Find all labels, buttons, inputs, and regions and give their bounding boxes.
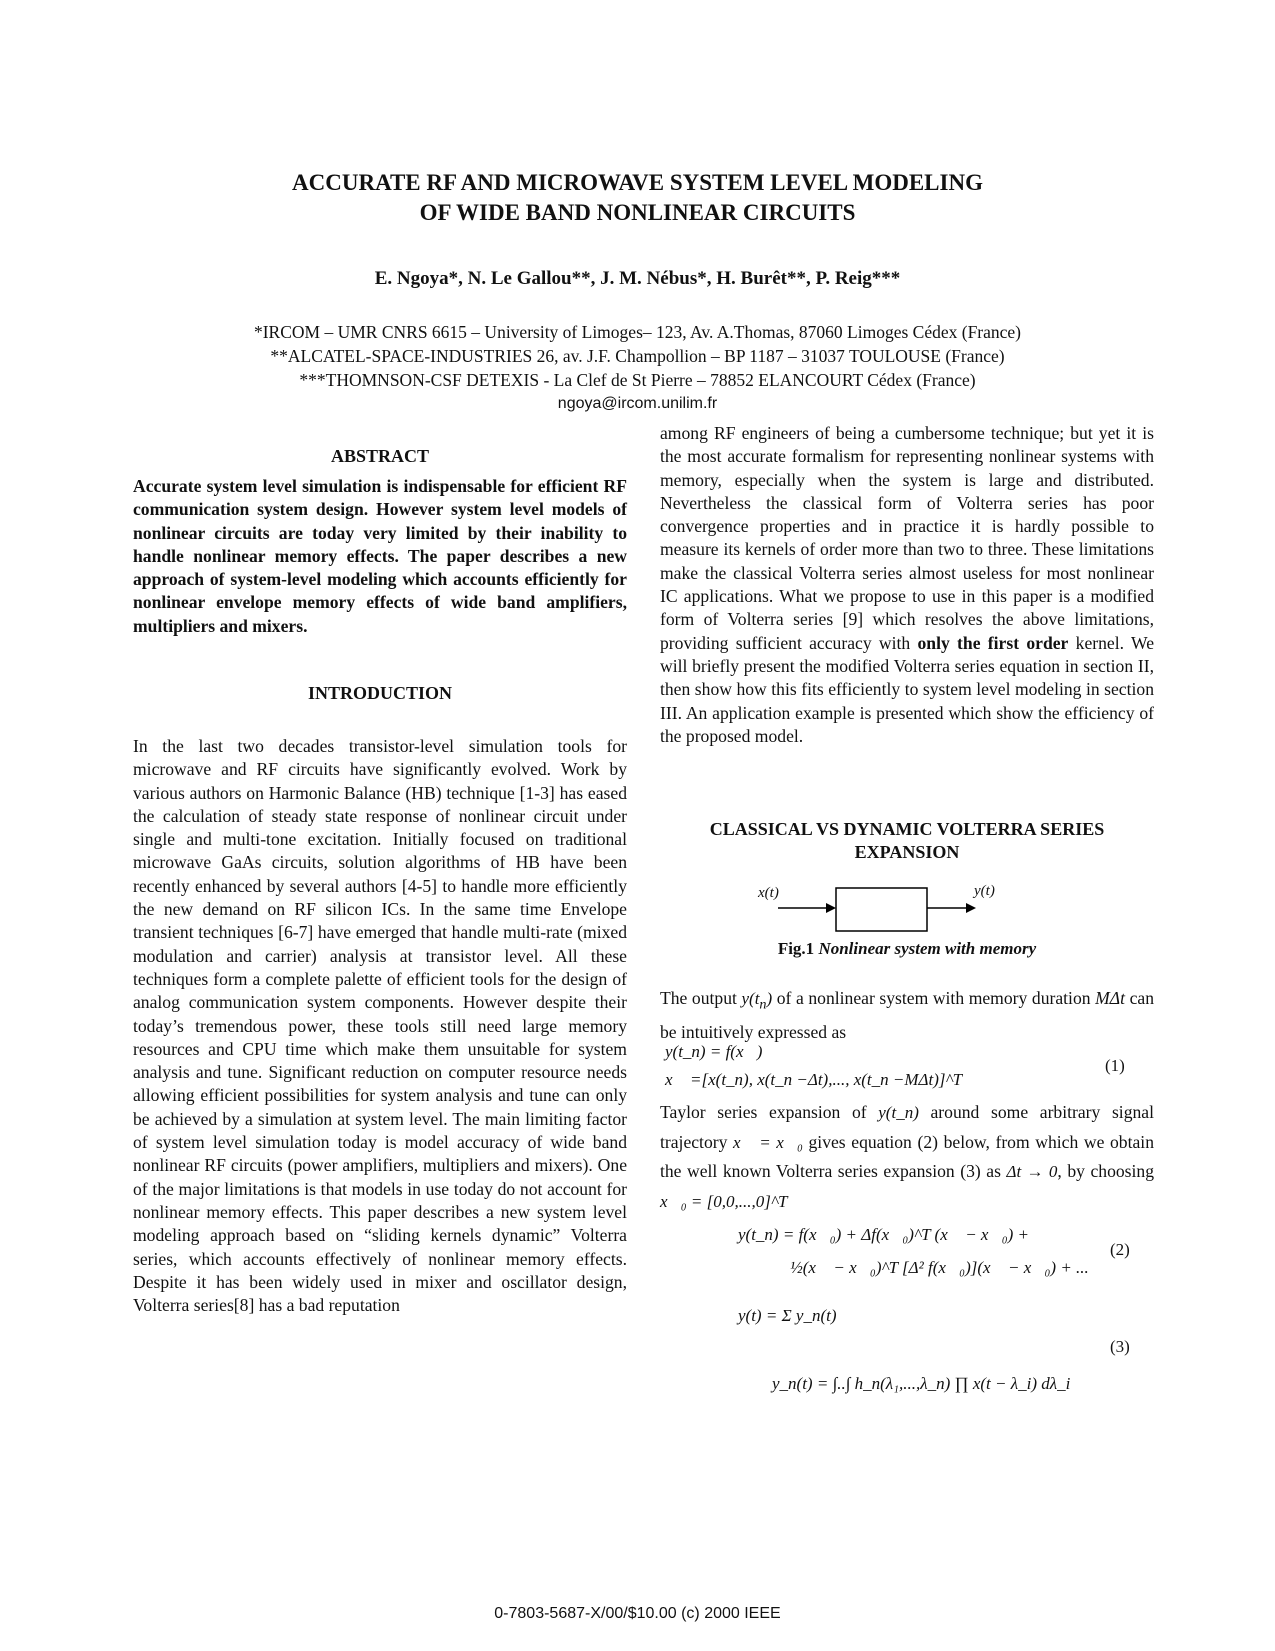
title-line-1: ACCURATE RF AND MICROWAVE SYSTEM LEVEL MODELING: [292, 170, 983, 195]
taylor-paragraph: Taylor series expansion of y(t_n) around some arbitrary signal trajectory x⃗ = x⃗₀ gives equation (2) below, from which we obtain the well known Volterra series expansion (3) as Δt → 0, by choosing x⃗₀ = [0,0,...,0]^T: [660, 1102, 1154, 1211]
affiliation-2: **ALCATEL-SPACE-INDUSTRIES 26, av. J.F. Champollion – BP 1187 – 31037 TOULOUSE (France): [270, 346, 1005, 366]
system-box: [836, 888, 927, 931]
output-arrow-head: [966, 903, 976, 913]
abstract-text: Accurate system level simulation is indispensable for efficient RF communication system design. However system level models of nonlinear circuits are today very limited by their inability to handle nonlinear memory effects. The paper describes a new approach of system-level modeling which accounts efficiently for nonlinear envelope memory effects of wide band amplifiers, multipliers and mixers.: [133, 476, 627, 636]
figure-caption: [660, 939, 1154, 959]
abstract-heading: ABSTRACT: [330, 446, 430, 466]
equation-2-line-1: y(t_n) = f(x⃗₀) + Δf(x⃗₀)^T (x⃗ − x⃗₀) +: [738, 1225, 1029, 1244]
affiliation-1: *IRCOM – UMR CNRS 6615 – University of Limoges– 123, Av. A.Thomas, 87060 Limoges Cédex (France): [253, 322, 1022, 342]
equation-3-line-2: y_n(t) = ∫..∫ h_n(λ₁,...,λ_n) ∏ x(t − λ_i) dλ_i: [772, 1374, 1071, 1393]
title-line-2: OF WIDE BAND NONLINEAR CIRCUITS: [419, 200, 856, 225]
introduction-text: In the last two decades transistor-level simulation tools for microwave and RF circuits have significantly evolved. Work by various authors on Harmonic Balance (HB) technique [1-3] has eased the calculation of steady state response of nonlinear circuit under single and multi-tone excitation. Initially focused on traditional microwave GaAs circuits, solution algorithms of HB have been recently enhanced by several authors [4-5] to handle more efficiently the new demand on RF silicon ICs. In the same time Envelope transient techniques [6-7] have emerged that handle multi-rate (mixed modulation and carrier) analysis at transistor level. All these techniques form a complete palette of efficient tools for the design of analog communication system components. However despite their today’s tremendous power, these tools still need large memory resources and CPU time which make them unsuitable for system analysis and tune. Significant reduction on computer resource needs allowing efficient possibilities for system analysis and tune can only be achieved by a simulation at system level. The main limiting factor of system level simulation today is model accuracy of wide band nonlinear RF circuits (power amplifiers, multipliers and mixers). One of the major limitations is that models in use today do not account for nonlinear memory effects. This paper describes a new system level modeling approach based on “sliding kernels dynamic” Volterra series, which accounts effectively of nonlinear memory effects. Despite it has been widely used in mixer and oscillator design, Volterra series[8] has a bad reputation: [133, 736, 627, 1316]
equation-3-line-1: y(t) = Σ y_n(t): [738, 1306, 837, 1325]
author-list: E. Ngoya*, N. Le Gallou**, J. M. Nébus*, H. Burêt**, P. Reig***: [374, 268, 901, 289]
intro-cont-text-b: kernel. We will briefly present the modified Volterra series equation in section II, then show how this fits efficiently to system level modeling in section III. An application example is presented which show the efficiency of the proposed model.: [660, 632, 1155, 746]
intro-cont-text-a: among RF engineers of being a cumbersome technique; but yet it is the most accurate formalism for representing nonlinear systems with memory, especially when the system is large and distributed. Nevertheless the classical form of Volterra series has poor convergence properties and in practice it is hardly possible to measure its kernels of order more than two to three. These limitations make the classical Volterra series almost useless for most nonlinear IC applications. What we propose to use in this paper is a modified form of Volterra series [9] which resolves the above limitations, providing sufficient accuracy with: [660, 423, 1154, 653]
input-arrow-head: [826, 903, 836, 913]
output-paragraph: The output $y(t_n)$ of a nonlinear system with memory duration MΔt can be intuitively expressed as: [660, 988, 1154, 1043]
equation-2-number: (2): [1110, 1240, 1130, 1259]
paper-title: [0, 168, 1275, 228]
affiliation-3: ***THOMNSON-CSF DETEXIS - La Clef de St Pierre – 78852 ELANCOURT Cédex (France): [299, 370, 976, 390]
figure-caption-text: Nonlinear system with memory: [818, 939, 1037, 958]
intro-cont-bold: only the first order: [917, 632, 1069, 653]
equation-2-line-2: ½(x⃗ − x⃗₀)^T [Δ² f(x⃗₀)](x⃗ − x⃗₀) + ...: [790, 1258, 1089, 1277]
equation-3-number: (3): [1110, 1337, 1130, 1356]
author-email[interactable]: ngoya@ircom.unilim.fr: [557, 395, 718, 412]
figure-input-label: x(t): [758, 885, 779, 901]
introduction-heading: INTRODUCTION: [307, 683, 453, 703]
equation-1-line-1: y(t_n) = f(x⃗): [665, 1042, 763, 1061]
intro-continuation: [660, 422, 1154, 748]
affiliations: [0, 320, 1275, 416]
section-heading: CLASSICAL VS DYNAMIC VOLTERRA SERIES EXPANSION: [709, 819, 1105, 862]
figure-output-label: y(t): [974, 883, 995, 899]
figure-caption-label: Fig.1: [777, 939, 815, 958]
equation-1-line-2: x⃗ =[x(t_n), x(t_n −Δt),..., x(t_n −MΔt)]^T: [665, 1070, 963, 1089]
equation-1-number: (1): [1105, 1056, 1125, 1075]
page-footer: 0-7803-5687-X/00/$10.00 (c) 2000 IEEE: [494, 1605, 781, 1622]
